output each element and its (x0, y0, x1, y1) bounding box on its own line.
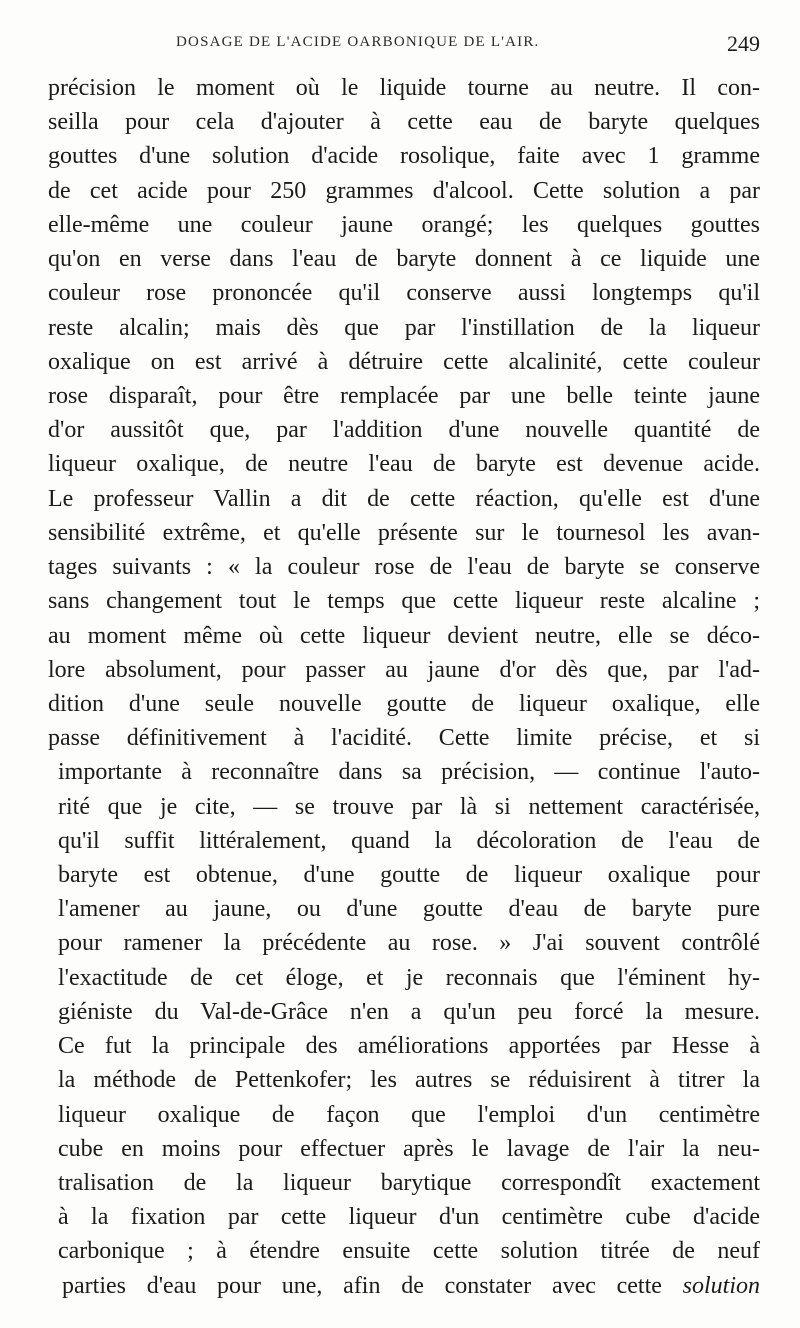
text-line: giéniste du Val-de-Grâce n'en a qu'un peu forcé la mesure. (58, 998, 760, 1025)
text-line: lore absolument, pour passer au jaune d'or dès que, par l'ad- (48, 656, 760, 683)
text-line: passe définitivement à l'acidité. Cette limite précise, et si (48, 725, 760, 752)
body-text (48, 71, 760, 1303)
text-line: carbonique ; à étendre ensuite cette solution titrée de neuf (58, 1238, 760, 1265)
text-line: elle-même une couleur jaune orangé; les quelques gouttes (48, 211, 760, 238)
text-line: liqueur oxalique, de neutre l'eau de baryte est devenue acide. (48, 451, 760, 478)
running-header (48, 31, 760, 58)
text-line: dition d'une seule nouvelle goutte de liqueur oxalique, elle (48, 690, 760, 717)
text-line: tages suivants : « la couleur rose de l'eau de baryte se conserve (48, 554, 760, 581)
text-line: gouttes d'une solution d'acide rosolique, faite avec 1 gramme (48, 143, 760, 170)
text-line: qu'il suffit littéralement, quand la décoloration de l'eau de (58, 827, 760, 854)
text-line: importante à reconnaître dans sa précision, — continue l'auto- (58, 759, 760, 786)
text-line: sans changement tout le temps que cette liqueur reste alcaline ; (48, 588, 760, 615)
text-line: seilla pour cela d'ajouter à cette eau de baryte quelques (48, 109, 760, 136)
text-line: liqueur oxalique de façon que l'emploi d'un centimètre (58, 1101, 760, 1128)
text-line: rité que je cite, — se trouve par là si nettement caractérisée, (58, 793, 760, 820)
text-line: Ce fut la principale des améliorations apportées par Hesse à (58, 1033, 760, 1060)
text-line: couleur rose prononcée qu'il conserve aussi longtemps qu'il (48, 280, 760, 307)
text-line: de cet acide pour 250 grammes d'alcool. Cette solution a par (48, 177, 760, 204)
text-line: sensibilité extrême, et qu'elle présente sur le tournesol les avan- (48, 519, 760, 546)
text-line: pour ramener la précédente au rose. » J'ai souvent contrôlé (58, 930, 760, 957)
text-line: baryte est obtenue, d'une goutte de liqueur oxalique pour (58, 862, 760, 889)
text-line: la méthode de Pettenkofer; les autres se réduisirent à titrer la (58, 1067, 760, 1094)
text-line: tralisation de la liqueur barytique correspondît exactement (58, 1170, 760, 1196)
text-line-last (48, 1269, 760, 1303)
text-line: au moment même où cette liqueur devient neutre, elle se déco- (48, 622, 760, 649)
text-line: l'amener au jaune, ou d'une goutte d'eau de baryte pure (58, 896, 760, 923)
text-line: l'exactitude de cet éloge, et je reconnais que l'éminent hy- (58, 964, 760, 991)
text-line: précision le moment où le liquide tourne au neutre. Il con- (48, 75, 760, 101)
text-line: cube en moins pour effectuer après le lavage de l'air la neu- (58, 1135, 760, 1162)
italic-word: solution (682, 1272, 760, 1299)
text-line: qu'on en verse dans l'eau de baryte donnent à ce liquide une (48, 246, 760, 273)
running-title: DOSAGE DE L'ACIDE OARBONIQUE DE L'AIR. (176, 34, 540, 50)
text-line: à la fixation par cette liqueur d'un centimètre cube d'acide (58, 1204, 760, 1231)
text-line: reste alcalin; mais dès que par l'instillation de la liqueur (48, 314, 760, 341)
text-line: Le professeur Vallin a dit de cette réaction, qu'elle est d'une (48, 485, 760, 512)
page-number: 249 (727, 31, 760, 56)
last-line-text: parties d'eau pour une, afin de constater avec cette (62, 1272, 662, 1299)
text-line: d'or aussitôt que, par l'addition d'une nouvelle quantité de (48, 417, 760, 444)
text-line: oxalique on est arrivé à détruire cette alcalinité, cette couleur (48, 348, 760, 375)
text-line: rose disparaît, pour être remplacée par une belle teinte jaune (48, 382, 760, 409)
